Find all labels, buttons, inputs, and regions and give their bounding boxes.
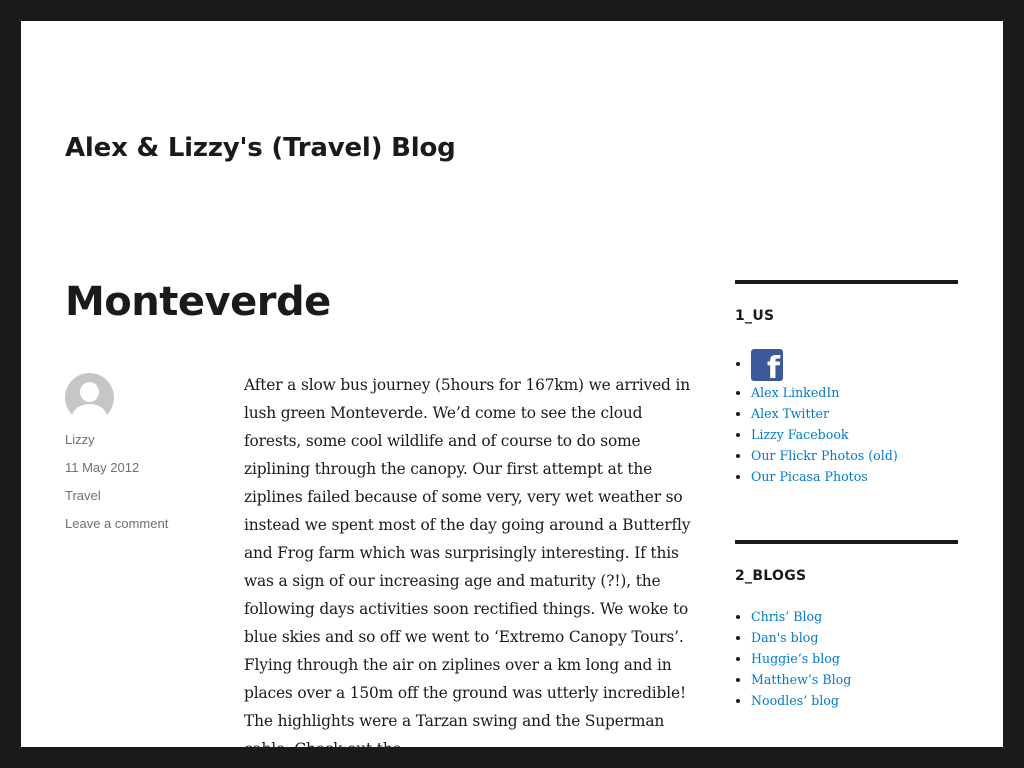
avatar-head xyxy=(80,382,99,402)
huggie-blog-link[interactable]: Huggie’s blog xyxy=(751,651,840,666)
alex-twitter-link[interactable]: Alex Twitter xyxy=(751,406,830,421)
post-date-link[interactable]: 11 May 2012 xyxy=(65,460,140,475)
list-item xyxy=(751,606,958,627)
lizzy-facebook-link[interactable]: Lizzy Facebook xyxy=(751,427,849,442)
widget-blogs-title: 2_BLOGS xyxy=(735,568,807,584)
post-title: Monteverde xyxy=(65,279,331,325)
author-avatar xyxy=(65,373,114,422)
flickr-photos-link[interactable]: Our Flickr Photos (old) xyxy=(751,448,898,463)
avatar-shoulders xyxy=(72,404,107,430)
post-body: After a slow bus journey (5hours for 167km) we arrived in lush green Monteverde. We’d come to see the cloud forests, some cool wildlife and of course to do some ziplining through the canopy. Our first attempt at the ziplines failed because of some very, very wet weather so instead we spent most of the day going around a Butterfly and Frog farm which was surprisingly interesting. If this was a sign of our increasing age and maturity (?!), the following days activities soon rectified things. We woke to blue skies and so off we went to ‘Extremo Canopy Tours’. Flying through the air on ziplines over a km long and in places over a 150m off the ground was utterly incredible! The highlights were a Tarzan swing and the Superman cable. Check out the xyxy=(244,376,691,758)
matthew-blog-link[interactable]: Matthew’s Blog xyxy=(751,672,852,687)
list-item xyxy=(751,403,958,424)
widget-us-list xyxy=(735,346,958,487)
list-item-facebook xyxy=(751,346,958,386)
list-item xyxy=(751,627,958,648)
post-author-link[interactable]: Lizzy xyxy=(65,432,95,447)
widget-us-title: 1_US xyxy=(735,308,775,324)
list-item xyxy=(751,648,958,669)
list-item xyxy=(751,424,958,445)
list-item xyxy=(751,466,958,487)
chris-blog-link[interactable]: Chris’ Blog xyxy=(751,609,823,624)
post-category-link[interactable]: Travel xyxy=(65,488,101,503)
alex-linkedin-link[interactable]: Alex LinkedIn xyxy=(751,385,840,400)
picasa-photos-link[interactable]: Our Picasa Photos xyxy=(751,469,868,484)
widget-blogs-list xyxy=(735,606,958,711)
widget-blogs xyxy=(735,540,958,711)
list-item xyxy=(751,382,958,403)
widget-us xyxy=(735,280,958,487)
page-container xyxy=(21,21,1003,758)
noodles-blog-link[interactable]: Noodles’ blog xyxy=(751,693,839,708)
list-item xyxy=(751,669,958,690)
list-item xyxy=(751,690,958,711)
site-title[interactable]: Alex & Lizzy's (Travel) Blog xyxy=(65,133,456,163)
dan-blog-link[interactable]: Dan's blog xyxy=(751,630,819,645)
leave-comment-link[interactable]: Leave a comment xyxy=(65,516,169,531)
facebook-icon[interactable]: • f xyxy=(751,349,783,381)
list-item xyxy=(751,445,958,466)
